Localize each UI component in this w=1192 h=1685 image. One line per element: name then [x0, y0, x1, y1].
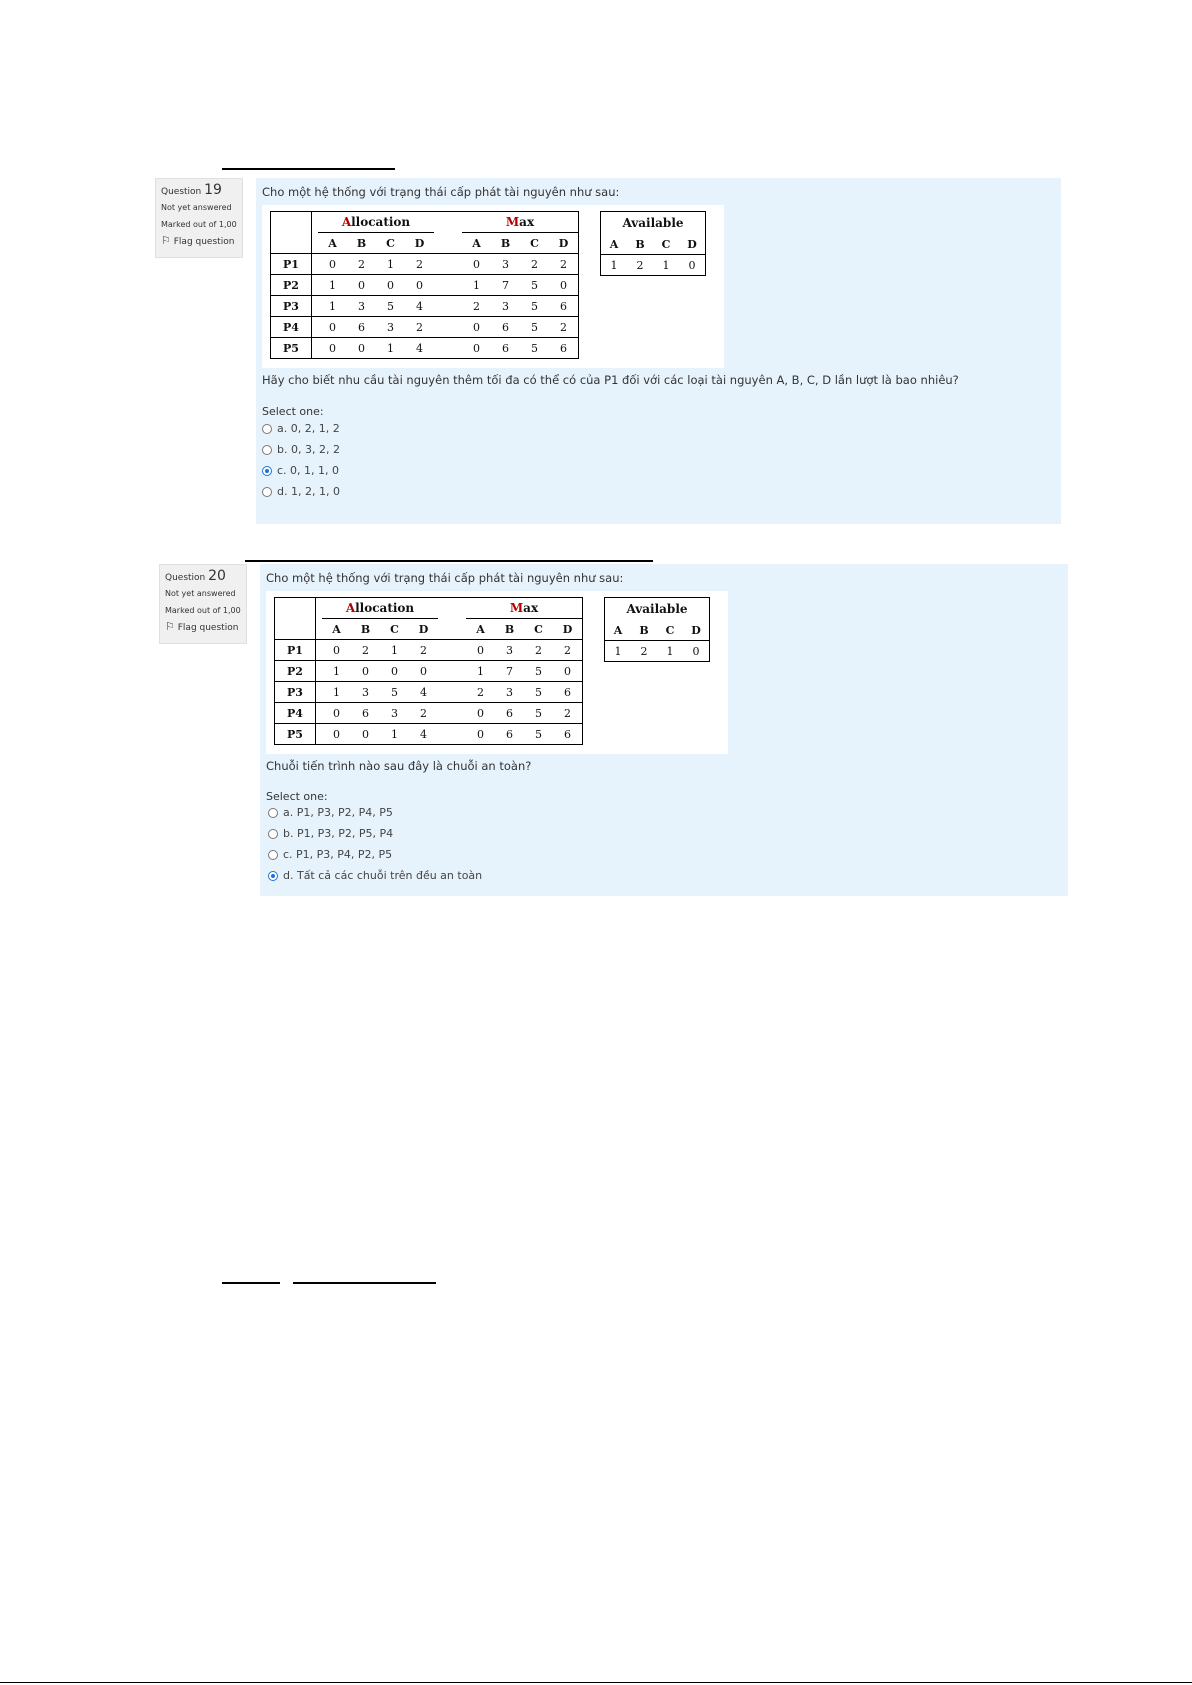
available-header: Available — [626, 602, 688, 616]
resource-table-panel — [262, 205, 724, 368]
answer-option-d[interactable]: d. Tất cả các chuỗi trên đều an toàn — [268, 869, 482, 882]
table-row: P1 0 2 1 2 0 3 2 2 — [271, 254, 579, 275]
page-footer-line — [0, 1682, 1192, 1683]
radio-button[interactable] — [268, 829, 278, 839]
available-table: Available A B C D 1 2 1 0 — [600, 211, 706, 276]
allocation-max-table: Allocation Max A B C D A B C D P1 0 2 1 2 0 3 2 2 P2 1 0 0 0 1 7 5 0 P3 1 3 5 4 2 3 5 6 P4 0 6 3 2 0 6 5 2 P5 0 0 1 4 0 6 5 6 — [274, 597, 583, 745]
radio-button[interactable] — [262, 445, 272, 455]
radio-button[interactable] — [262, 424, 272, 434]
question-prompt: Hãy cho biết nhu cầu tài nguyên thêm tối đa có thể có của P1 đối với các loại tài nguyên A, B, C, D lần lượt là bao nhiêu? — [262, 373, 959, 387]
table-row: 1 2 1 0 — [614, 644, 700, 658]
radio-button-selected[interactable] — [268, 871, 278, 881]
max-col-d: D — [549, 233, 579, 254]
alloc-col-d: D — [405, 233, 434, 254]
question-status: Not yet answered — [165, 589, 236, 598]
allocation-max-table — [270, 211, 579, 359]
question-mark: Marked out of 1,00 — [161, 220, 237, 229]
answer-option-c[interactable]: c. P1, P3, P4, P2, P5 — [268, 848, 392, 861]
answer-option-a[interactable]: a. 0, 2, 1, 2 — [262, 422, 340, 435]
question-intro: Cho một hệ thống với trạng thái cấp phát tài nguyên như sau: — [262, 185, 620, 199]
question-prompt: Chuỗi tiến trình nào sau đây là chuỗi an toàn? — [266, 759, 532, 773]
question-number: Question 19 — [161, 182, 222, 198]
table-row: P2 1 0 0 0 1 7 5 0 — [275, 661, 583, 682]
question-mark: Marked out of 1,00 — [165, 606, 241, 615]
table-row: P1 0 2 1 2 0 3 2 2 — [275, 640, 583, 661]
alloc-col-c: C — [376, 233, 405, 254]
question-intro: Cho một hệ thống với trạng thái cấp phát tài nguyên như sau: — [266, 571, 624, 585]
question-content-19 — [256, 178, 1061, 524]
question-content-20 — [260, 564, 1068, 896]
alloc-col-a: A — [318, 233, 347, 254]
question-status: Not yet answered — [161, 203, 232, 212]
table-row: P5 0 0 1 4 0 6 5 6 — [271, 338, 579, 359]
allocation-header: Allocation — [318, 212, 434, 233]
available-table: Available A B C D 1 2 1 0 — [604, 597, 710, 662]
answer-option-a[interactable]: a. P1, P3, P2, P4, P5 — [268, 806, 393, 819]
select-one-label: Select one: — [262, 405, 324, 418]
table-row: 1 2 1 0 — [610, 258, 696, 272]
rule-top — [222, 168, 395, 170]
max-col-c: C — [520, 233, 549, 254]
flag-icon: ⚐ — [165, 620, 175, 633]
table-row: P3 1 3 5 4 2 3 5 6 — [271, 296, 579, 317]
table-row: P3 1 3 5 4 2 3 5 6 — [275, 682, 583, 703]
rule-bottom-left — [222, 1282, 280, 1284]
max-col-b: B — [491, 233, 520, 254]
flag-question-link[interactable]: ⚐ Flag question — [161, 234, 235, 247]
flag-icon: ⚐ — [161, 234, 171, 247]
radio-button[interactable] — [262, 487, 272, 497]
question-number: Question 20 — [165, 568, 226, 584]
answer-option-c[interactable]: c. 0, 1, 1, 0 — [262, 464, 339, 477]
select-one-label: Select one: — [266, 790, 328, 803]
answer-option-b[interactable]: b. P1, P3, P2, P5, P4 — [268, 827, 393, 840]
flag-question-link[interactable]: ⚐ Flag question — [165, 620, 239, 633]
radio-button[interactable] — [268, 808, 278, 818]
question-info-20 — [159, 564, 247, 644]
radio-button-selected[interactable] — [262, 466, 272, 476]
max-col-a: A — [462, 233, 491, 254]
radio-button[interactable] — [268, 850, 278, 860]
table-row: P4 0 6 3 2 0 6 5 2 — [271, 317, 579, 338]
rule-bottom-right — [293, 1282, 436, 1284]
table-row: P4 0 6 3 2 0 6 5 2 — [275, 703, 583, 724]
max-header: Max — [466, 598, 583, 619]
available-header: Available — [622, 216, 684, 230]
allocation-header: Allocation — [322, 598, 438, 619]
answer-option-b[interactable]: b. 0, 3, 2, 2 — [262, 443, 340, 456]
answer-option-d[interactable]: d. 1, 2, 1, 0 — [262, 485, 340, 498]
question-info-19 — [155, 178, 243, 258]
rule-middle — [245, 560, 653, 562]
alloc-col-b: B — [347, 233, 376, 254]
table-row: P2 1 0 0 0 1 7 5 0 — [271, 275, 579, 296]
max-header: Max — [462, 212, 579, 233]
table-row: P5 0 0 1 4 0 6 5 6 — [275, 724, 583, 745]
resource-table-panel — [266, 591, 728, 754]
